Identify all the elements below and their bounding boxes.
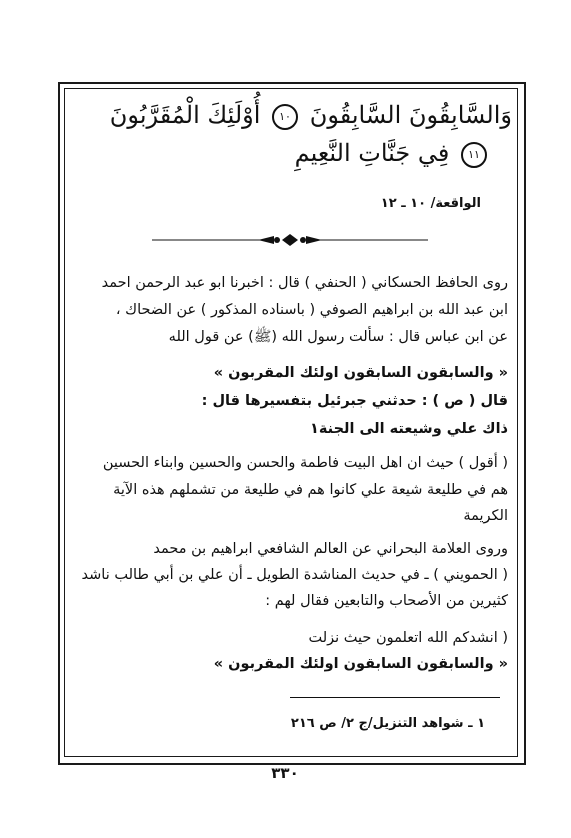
verse-number-mark: ١٠: [272, 104, 298, 130]
paragraph-line: ( أقول ) حيث ان اهل البيت فاطمة والحسن والحسين وابناء الحسين: [102, 455, 508, 471]
paragraph-line: روى الحافظ الحسكاني ( الحنفي ) قال : اخبرنا ابو عبد الرحمن احمد: [101, 275, 508, 291]
page-number: ٣٣٠: [271, 764, 299, 782]
quran-verse-line-1: [72, 100, 512, 130]
footnote-separator: [290, 697, 500, 698]
quran-verse-line-2: [295, 138, 491, 168]
paragraph-line: وروى العلامة البحراني عن العالم الشافعي ابراهيم بن محمد: [153, 541, 508, 557]
verse-text-2: فِي جَنَّاتِ النَّعِيمِ: [294, 139, 450, 167]
paragraph-line: قال ( ص ) : حدثني جبرئيل بتفسيرها قال :: [201, 393, 508, 409]
paragraph-line: ( انشدكم الله اتعلمون حيث نزلت: [308, 630, 508, 646]
paragraph-line: عن ابن عباس قال : سألت رسول الله (ﷺ) عن قول الله: [168, 329, 508, 345]
paragraph-line: ( الحمويني ) ـ في حديث المناشدة الطويل ـ أن علي بن أبي طالب ناشد: [81, 567, 508, 583]
paragraph-line: كثيرين من الأصحاب والتابعين فقال لهم :: [265, 593, 508, 609]
paragraph-line: الكريمة: [463, 508, 508, 524]
paragraph-line: ذاك علي وشيعته الى الجنة١: [310, 421, 508, 437]
verse-number-mark: ١١: [461, 142, 487, 168]
quoted-verse: « والسابقون السابقون اولئك المقربون »: [213, 656, 508, 672]
quoted-verse: « والسابقون السابقون اولئك المقربون »: [213, 365, 508, 381]
footnote: ١ ـ شواهد التنزيل/ج ٢/ ص ٢١٦: [290, 716, 485, 731]
paragraph-line: ابن عبد الله بن ابراهيم الصوفي ( باسناده المذكور ) عن الضحاك ،: [115, 302, 508, 318]
ornament-divider: [150, 232, 430, 248]
verse-text-1: وَالسَّابِقُونَ السَّابِقُونَ: [309, 101, 512, 129]
verse-source: الواقعة/ ١٠ ـ ١٢: [380, 196, 481, 211]
verse-text-1b: أُوْلَئِكَ الْمُقَرَّبُونَ: [109, 101, 261, 129]
paragraph-line: هم في طليعة شيعة علي كانوا هم في طليعة من تشملهم هذه الآية: [113, 482, 508, 498]
